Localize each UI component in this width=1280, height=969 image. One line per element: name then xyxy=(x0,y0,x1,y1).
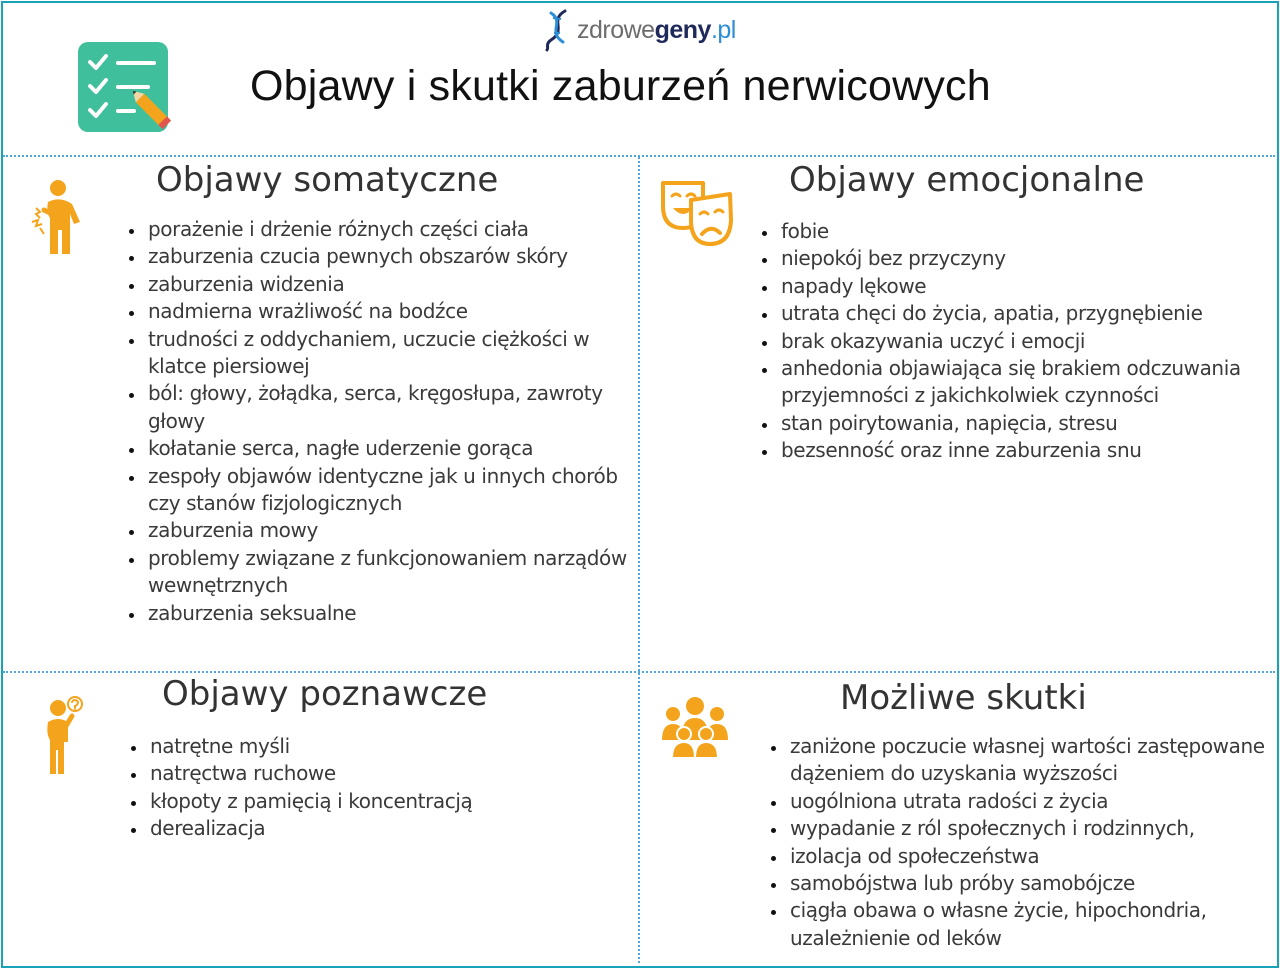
list-item: • wypadanie z ról społecznych i rodzinnych, xyxy=(788,815,1280,842)
list-item: • utrata chęci do życia, apatia, przygnębienie xyxy=(779,300,1279,327)
somatic-list xyxy=(118,216,651,627)
list-item: • zaburzenia mowy xyxy=(146,517,651,544)
list-item: • stan poirytowania, napięcia, stresu xyxy=(779,410,1279,437)
somatic-title: Objawy somatyczne xyxy=(156,160,499,200)
effects-title: Możliwe skutki xyxy=(840,678,1087,718)
cognitive-list xyxy=(120,733,628,843)
list-item: • uogólniona utrata radości z życia xyxy=(788,788,1280,815)
list-item: • zaniżone poczucie własnej wartości zastępowane dążeniem do uzyskania wyższości xyxy=(788,733,1280,788)
list-item: • zaburzenia seksualne xyxy=(146,600,651,627)
list-item: • anhedonia objawiająca się brakiem odczuwania przyjemności z jakichkolwiek czynności xyxy=(779,355,1279,410)
list-item: • natrętne myśli xyxy=(148,733,628,760)
effects-list xyxy=(760,733,1280,952)
logo xyxy=(543,8,736,52)
person-question-icon xyxy=(42,694,88,776)
person-pain-icon xyxy=(30,178,92,256)
list-item: • ciągła obawa o własne życie, hipochondria, uzależnienie od leków xyxy=(788,897,1280,952)
checklist-icon xyxy=(78,42,174,134)
list-item: • samobójstwa lub próby samobójcze xyxy=(788,870,1280,897)
emotional-title: Objawy emocjonalne xyxy=(789,160,1145,200)
dna-icon xyxy=(543,8,573,52)
list-item: • niepokój bez przyczyny xyxy=(779,245,1279,272)
theater-masks-icon xyxy=(660,180,734,248)
list-item: • napady lękowe xyxy=(779,273,1279,300)
list-item: • problemy związane z funkcjonowaniem narządów wewnętrznych xyxy=(146,545,651,600)
cognitive-title: Objawy poznawcze xyxy=(162,674,488,714)
page-title: Objawy i skutki zaburzeń nerwicowych xyxy=(250,62,991,110)
list-item: • fobie xyxy=(779,218,1279,245)
list-item: • izolacja od społeczeństwa xyxy=(788,843,1280,870)
logo-wordmark: zdrowegeny.pl xyxy=(577,15,736,44)
list-item: • zespoły objawów identyczne jak u innych chorób czy stanów fizjologicznych xyxy=(146,463,651,518)
list-item: • bezsenność oraz inne zaburzenia snu xyxy=(779,437,1279,464)
list-item: • ból: głowy, żołądka, serca, kręgosłupa, zawroty głowy xyxy=(146,380,651,435)
list-item: • trudności z oddychaniem, uczucie ciężkości w klatce piersiowej xyxy=(146,326,651,381)
list-item: • zaburzenia czucia pewnych obszarów skóry xyxy=(146,243,651,270)
list-item: • natręctwa ruchowe xyxy=(148,760,628,787)
list-item: • zaburzenia widzenia xyxy=(146,271,651,298)
list-item: • kołatanie serca, nagłe uderzenie gorąca xyxy=(146,435,651,462)
list-item: • nadmierna wrażliwość na bodźce xyxy=(146,298,651,325)
list-item: • derealizacja xyxy=(148,815,628,842)
emotional-list xyxy=(751,218,1279,465)
list-item: • kłopoty z pamięcią i koncentracją xyxy=(148,788,628,815)
list-item: • porażenie i drżenie różnych części ciała xyxy=(146,216,651,243)
group-people-icon xyxy=(660,696,730,758)
list-item: • brak okazywania uczyć i emocji xyxy=(779,328,1279,355)
